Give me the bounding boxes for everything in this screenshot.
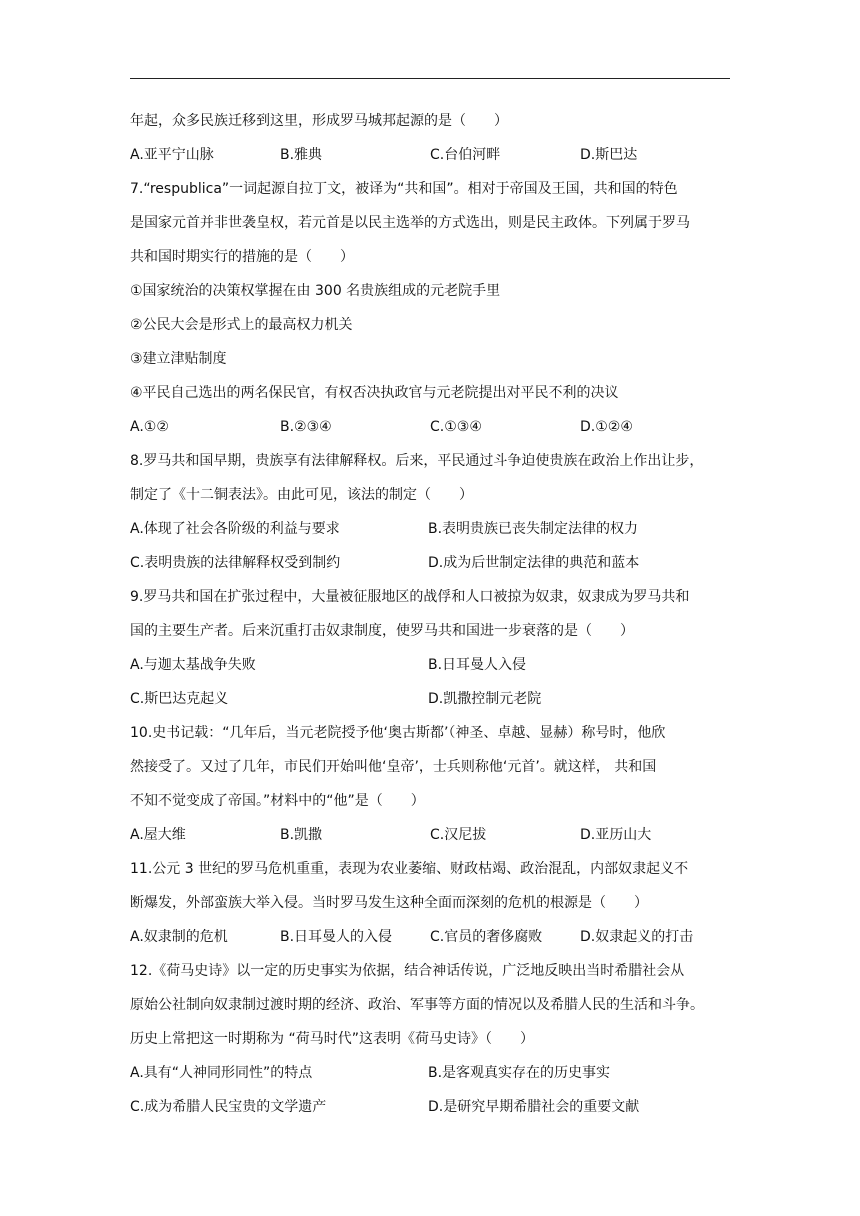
q9-option-a: A.与迦太基战争失败: [130, 657, 256, 673]
q12-options-row-2: [130, 1090, 750, 1124]
q8-option-d: D.成为后世制定法律的典范和蓝本: [428, 555, 640, 571]
q10-option-a: A.屋大维: [130, 827, 186, 843]
q7-stem-line-1: 7.“respublica”一词起源自拉丁文，被译为“共和国”。相对于帝国及王国，共和国的特色: [130, 181, 678, 197]
exam-page: [130, 104, 750, 1124]
q12-option-a: A.具有“人神同形同性”的特点: [130, 1065, 313, 1081]
q7-option-a: A.①②: [130, 419, 169, 435]
q11-option-d: D.奴隶起义的打击: [580, 929, 694, 945]
q11-stem-line-2: 断爆发，外部蛮族大举入侵。当时罗马发生这种全面而深刻的危机的根源是（ ）: [130, 895, 648, 911]
q9-option-b: B.日耳曼人入侵: [428, 657, 527, 673]
q10-option-b: B.凯撒: [280, 827, 323, 843]
q7-options: [130, 410, 750, 444]
q10-stem-line-2: 然接受了。又过了几年，市民们开始叫他‘皇帝’，士兵则称他‘元首’。就这样， 共和国: [130, 759, 657, 775]
q8-stem-line-1: 8.罗马共和国早期，贵族享有法律解释权。后来，平民通过斗争迫使贵族在政治上作出让步，: [130, 453, 704, 469]
q7-statement-1: ①国家统治的决策权掌握在由 300 名贵族组成的元老院手里: [130, 283, 501, 299]
q12-stem-line-3: 历史上常把这一时期称为 “荷马时代”这表明《荷马史诗》（ ）: [130, 1031, 534, 1047]
header-rule: [130, 78, 730, 79]
q11-option-a: A.奴隶制的危机: [130, 929, 228, 945]
q12-option-c: C.成为希腊人民宝贵的文学遗产: [130, 1099, 327, 1115]
q8-option-a: A.体现了社会各阶级的利益与要求: [130, 521, 340, 537]
q9-option-c: C.斯巴达克起义: [130, 691, 229, 707]
q7-option-b: B.②③④: [280, 419, 332, 435]
q6-stem-tail: 年起，众多民族迁移到这里，形成罗马城邦起源的是（ ）: [130, 113, 508, 129]
q6-options: [130, 138, 750, 172]
q8-option-c: C.表明贵族的法律解释权受到制约: [130, 555, 341, 571]
q8-stem-line-2: 制定了《十二铜表法》。由此可见，该法的制定（ ）: [130, 487, 473, 503]
q9-option-d: D.凯撒控制元老院: [428, 691, 542, 707]
q7-option-d: D.①②④: [580, 419, 633, 435]
q7-stem-line-2: 是国家元首并非世袭皇权，若元首是以民主选举的方式选出，则是民主政体。下列属于罗马: [130, 215, 690, 231]
q8-option-b: B.表明贵族已丧失制定法律的权力: [428, 521, 639, 537]
q11-option-c: C.官员的奢侈腐败: [430, 929, 543, 945]
q9-stem-line-1: 9.罗马共和国在扩张过程中，大量被征服地区的战俘和人口被掠为奴隶，奴隶成为罗马共和: [130, 589, 690, 605]
q12-stem-line-2: 原始公社制向奴隶制过渡时期的经济、政治、军事等方面的情况以及希腊人民的生活和斗争。: [130, 997, 704, 1013]
q12-options-row-1: [130, 1056, 750, 1090]
q6-option-a: A.亚平宁山脉: [130, 147, 214, 163]
q12-option-d: D.是研究早期希腊社会的重要文献: [428, 1099, 640, 1115]
q7-stem-line-3: 共和国时期实行的措施的是（ ）: [130, 249, 354, 265]
q10-stem-line-1: 10.史书记载：“几年后，当元老院授予他‘奥古斯都’（神圣、卓越、显赫）称号时，他欣: [130, 725, 666, 741]
q9-stem-line-2: 国的主要生产者。后来沉重打击奴隶制度，使罗马共和国进一步衰落的是（ ）: [130, 623, 634, 639]
q10-option-c: C.汉尼拔: [430, 827, 487, 843]
q9-options-row-1: [130, 648, 750, 682]
q12-option-b: B.是客观真实存在的历史事实: [428, 1065, 611, 1081]
q7-statement-4: ④平民自己选出的两名保民官，有权否决执政官与元老院提出对平民不利的决议: [130, 385, 619, 401]
q10-options: [130, 818, 750, 852]
q10-option-d: D.亚历山大: [580, 827, 652, 843]
q7-option-c: C.①③④: [430, 419, 482, 435]
q7-statement-3: ③建立津贴制度: [130, 351, 227, 367]
q12-stem-line-1: 12.《荷马史诗》以一定的历史事实为依据，结合神话传说，广泛地反映出当时希腊社会从: [130, 963, 685, 979]
q7-statement-2: ②公民大会是形式上的最高权力机关: [130, 317, 353, 333]
q6-option-d: D.斯巴达: [580, 147, 638, 163]
q9-options-row-2: [130, 682, 750, 716]
q11-stem-line-1: 11.公元 3 世纪的罗马危机重重，表现为农业萎缩、财政枯竭、政治混乱，内部奴隶起义不: [130, 861, 689, 877]
q11-option-b: B.日耳曼人的入侵: [280, 929, 393, 945]
q8-options-row-1: [130, 512, 750, 546]
q8-options-row-2: [130, 546, 750, 580]
q6-option-b: B.雅典: [280, 147, 323, 163]
q11-options: [130, 920, 750, 954]
q6-option-c: C.台伯河畔: [430, 147, 501, 163]
q10-stem-line-3: 不知不觉变成了帝国。”材料中的“他”是（ ）: [130, 793, 425, 809]
